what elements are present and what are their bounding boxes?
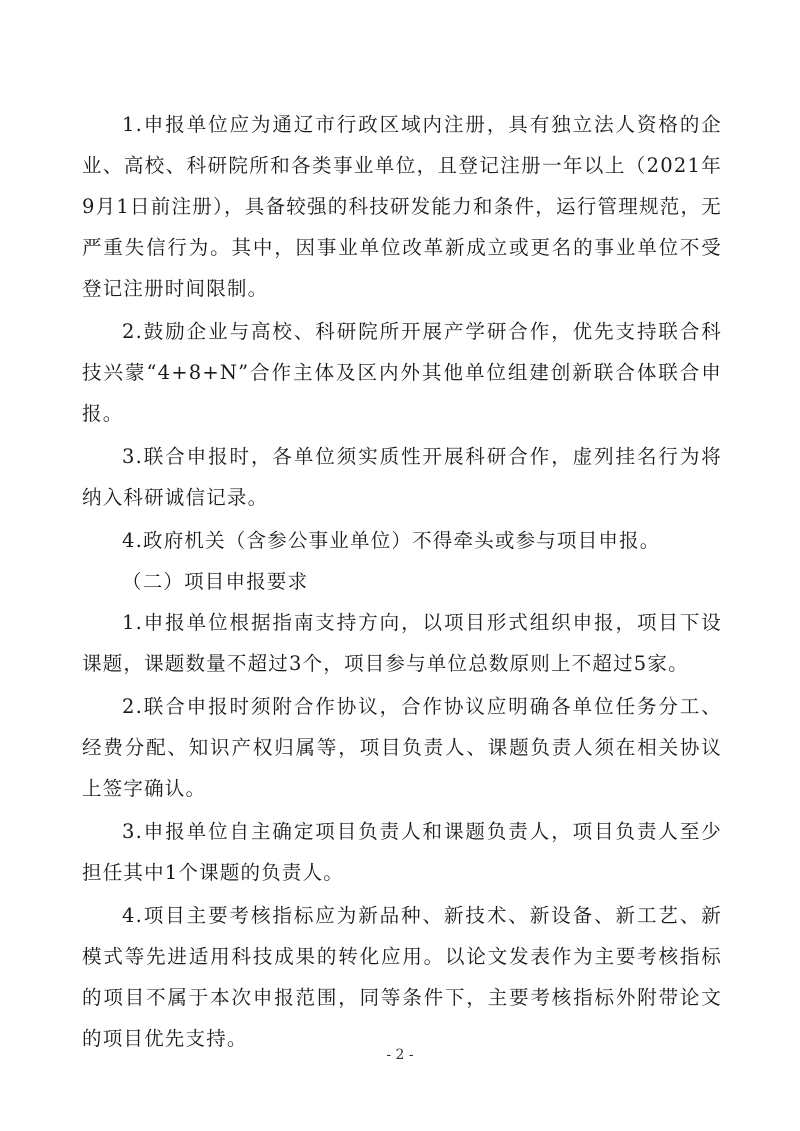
project-requirement-paragraph-3: 3.申报单位自主确定项目负责人和课题负责人，项目负责人至少担任其中1个课题的负责人。: [82, 820, 722, 884]
project-requirement-paragraph-4: 4.项目主要考核指标应为新品种、新技术、新设备、新工艺、新模式等先进适用科技成果的转化应用。以论文发表作为主要考核指标的项目不属于本次申报范围，同等条件下，主要考核指标外附带论文的项目优先支持。: [82, 904, 722, 1050]
requirement-paragraph-1: 1.申报单位应为通辽市行政区域内注册，具有独立法人资格的企业、高校、科研院所和各类事业单位，且登记注册一年以上（2021年9月1日前注册），具备较强的科技研发能力和条件，运行管理规范，无严重失信行为。其中，因事业单位改革新成立或更名的事业单位不受登记注册时间限制。: [82, 113, 722, 300]
section-heading: （二）项目申报要求: [122, 570, 309, 593]
page-number: - 2 -: [386, 1047, 414, 1063]
project-requirement-paragraph-1: 1.申报单位根据指南支持方向，以项目形式组织申报，项目下设课题，课题数量不超过3个，项目参与单位总数原则上不超过5家。: [82, 611, 722, 675]
requirement-paragraph-4: 4.政府机关（含参公事业单位）不得牵头或参与项目申报。: [122, 529, 661, 552]
document-body: [82, 104, 722, 1059]
project-requirement-paragraph-2: 2.联合申报时须附合作协议，合作协议应明确各单位任务分工、经费分配、知识产权归属等，项目负责人、课题负责人须在相关协议上签字确认。: [82, 695, 722, 800]
requirement-paragraph-3: 3.联合申报时，各单位须实质性开展科研合作，虚列挂名行为将纳入科研诚信记录。: [82, 445, 722, 509]
requirement-paragraph-2: 2.鼓励企业与高校、科研院所开展产学研合作，优先支持联合科技兴蒙“4+8+N”合作主体及区内外其他单位组建创新联合体联合申报。: [82, 320, 722, 425]
